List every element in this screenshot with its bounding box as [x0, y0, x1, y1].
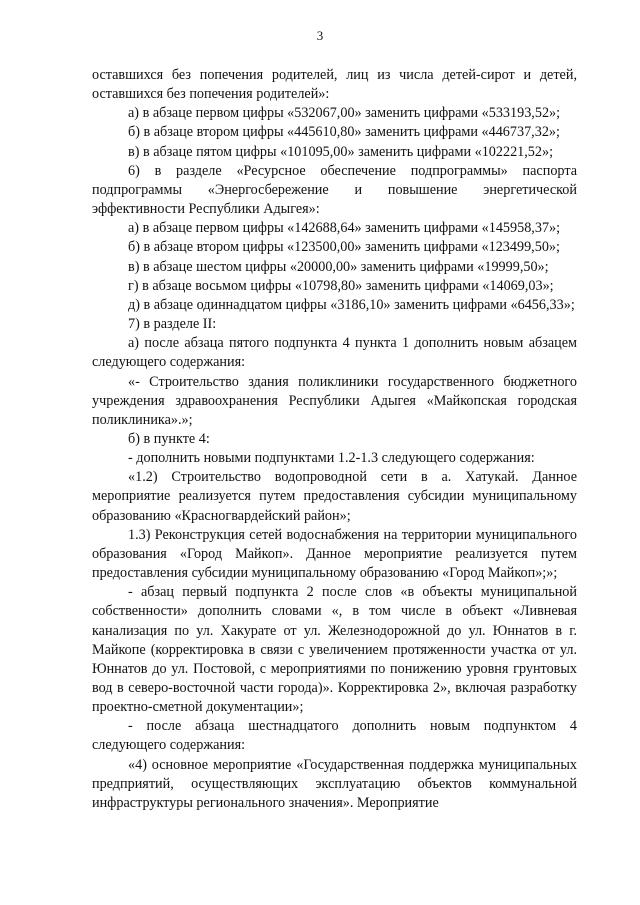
paragraph: 7) в разделе II: — [128, 316, 217, 333]
paragraph: 1.3) Реконструкция сетей водоснабжения на территории муниципального образования «Город Майкоп». Данное мероприятие реализуется путем предоставления субсидии муниципальному образованию «Город Майкоп»;»; — [92, 526, 577, 582]
paragraph: а) в абзаце первом цифры «142688,64» заменить цифрами «145958,37»; — [128, 220, 561, 237]
paragraph: а) после абзаца пятого подпункта 4 пункта 1 дополнить новым абзацем следующего содержания: — [92, 335, 577, 371]
paragraph: д) в абзаце одиннадцатом цифры «3186,10» заменить цифрами «6456,33»; — [128, 296, 575, 313]
paragraph: б) в пункте 4: — [128, 430, 210, 447]
paragraph: б) в абзаце втором цифры «445610,80» заменить цифрами «446737,32»; — [128, 124, 560, 141]
paragraph: в) в абзаце шестом цифры «20000,00» заменить цифрами «19999,50»; — [128, 258, 549, 275]
paragraph: в) в абзаце пятом цифры «101095,00» заменить цифрами «102221,52»; — [128, 143, 554, 160]
paragraph: г) в абзаце восьмом цифры «10798,80» заменить цифрами «14069,03»; — [128, 277, 554, 294]
paragraph: «- Строительство здания поликлиники государственного бюджетного учреждения здравоохранения Республики Адыгея «Майкопская городская поликлиника».»; — [92, 373, 577, 428]
paragraph: «1.2) Строительство водопроводной сети в а. Хатукай. Данное мероприятие реализуется путем предоставления субсидии муниципальному образованию «Красногвардейский район»; — [92, 469, 577, 524]
page-number: 3 — [316, 28, 324, 43]
paragraph: б) в абзаце втором цифры «123500,00» заменить цифрами «123499,50»; — [128, 239, 560, 256]
paragraph: - дополнить новыми подпунктами 1.2-1.3 следующего содержания: — [128, 450, 535, 467]
document-body — [92, 66, 577, 813]
paragraph: - абзац первый подпункта 2 после слов «в объекты муниципальной собственности» дополнить словами «, в том числе в объект «Ливневая канализация по ул. Хакурате от ул. Железнодорожной до ул. Юннатов в г. Майкопе (корректировка в связи с увеличением протяженности участка от ул. Юннатов до ул. Постовой, с мероприятиями по понижению уровня грунтовых вод в северо-восточной части города)». Корректировка 2», включая разработку проектно-сметной документации»; — [92, 584, 577, 716]
paragraph: «4) основное мероприятие «Государственная поддержка муниципальных предприятий, осуществляющих эксплуатацию объектов коммунальной инфраструктуры регионального значения». Мероприятие — [92, 756, 577, 811]
paragraph: оставшихся без попечения родителей, лиц из числа детей-сирот и детей, оставшихся без попечения родителей»: — [92, 67, 577, 103]
paragraph: а) в абзаце первом цифры «532067,00» заменить цифрами «533193,52»; — [128, 105, 561, 122]
paragraph: - после абзаца шестнадцатого дополнить новым подпунктом 4 следующего содержания: — [92, 718, 577, 754]
paragraph: 6) в разделе «Ресурсное обеспечение подпрограммы» паспорта подпрограммы «Энергосбережение и повышение энергетической эффективности Республики Адыгея»: — [92, 162, 577, 218]
